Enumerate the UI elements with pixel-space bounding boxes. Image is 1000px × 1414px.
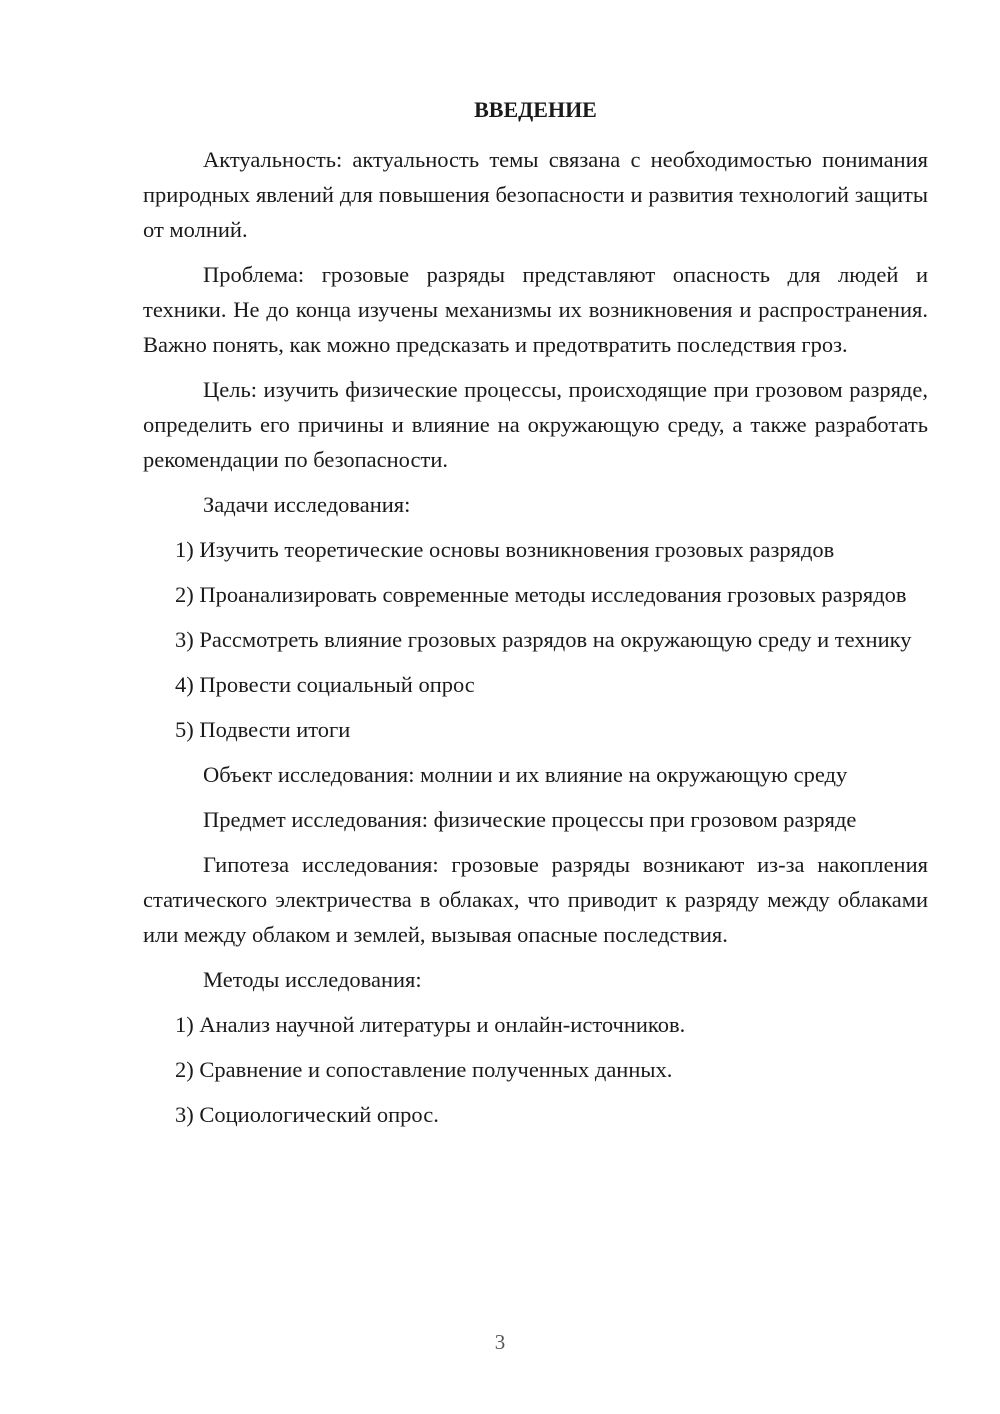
section-title: ВВЕДЕНИЕ bbox=[474, 97, 597, 122]
task-item: 4) Провести социальный опрос bbox=[175, 672, 475, 697]
goal-paragraph: Цель: изучить физические процессы, происходящие при грозовом разряде, определить его причины и влияние на окружающую среду, а также разработать рекомендации по безопасности. bbox=[143, 377, 928, 472]
relevance-paragraph: Актуальность: актуальность темы связана с необходимостью понимания природных явлений для повышения безопасности и развития технологий защиты от молний. bbox=[143, 147, 928, 242]
task-item: 3) Рассмотреть влияние грозовых разрядов на окружающую среду и технику bbox=[175, 627, 912, 652]
method-item: 1) Анализ научной литературы и онлайн-источников. bbox=[175, 1012, 686, 1037]
subject-paragraph: Предмет исследования: физические процессы при грозовом разряде bbox=[203, 807, 857, 832]
problem-paragraph: Проблема: грозовые разряды представляют опасность для людей и техники. Не до конца изучены механизмы их возникновения и распространения. Важно понять, как можно предсказать и предотвратить последствия гроз. bbox=[143, 262, 928, 357]
task-item: 2) Проанализировать современные методы исследования грозовых разрядов bbox=[175, 582, 907, 607]
methods-heading: Методы исследования: bbox=[203, 967, 422, 992]
method-item: 2) Сравнение и сопоставление полученных данных. bbox=[175, 1057, 673, 1082]
document-page bbox=[143, 92, 928, 1142]
object-paragraph: Объект исследования: молнии и их влияние на окружающую среду bbox=[203, 762, 848, 787]
tasks-heading: Задачи исследования: bbox=[203, 492, 411, 517]
task-item: 1) Изучить теоретические основы возникновения грозовых разрядов bbox=[175, 537, 835, 562]
page-number: 3 bbox=[494, 1330, 506, 1354]
method-item: 3) Социологический опрос. bbox=[175, 1102, 439, 1127]
hypothesis-paragraph: Гипотеза исследования: грозовые разряды возникают из-за накопления статического электричества в облаках, что приводит к разряду между облаками или между облаком и землей, вызывая опасные последствия. bbox=[143, 852, 928, 947]
task-item: 5) Подвести итоги bbox=[175, 717, 351, 742]
